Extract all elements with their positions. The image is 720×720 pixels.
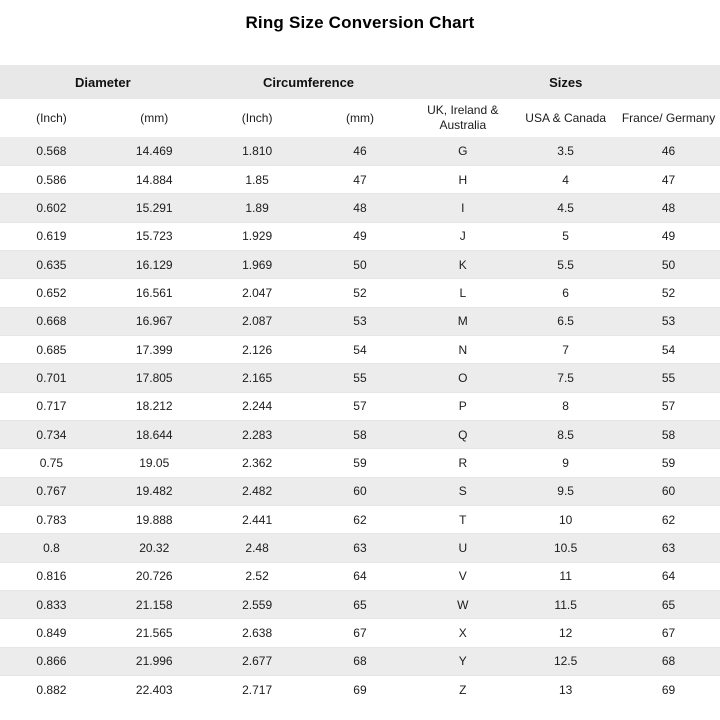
table-cell: 14.469 xyxy=(103,137,206,165)
table-row xyxy=(0,392,720,420)
table-cell: 65 xyxy=(617,591,720,619)
table-cell: 64 xyxy=(617,562,720,590)
table-cell: P xyxy=(411,392,514,420)
table-cell: 3.5 xyxy=(514,137,617,165)
table-cell: 2.047 xyxy=(206,279,309,307)
group-header-diameter: Diameter xyxy=(0,65,206,99)
table-cell: 52 xyxy=(309,279,412,307)
table-cell: 50 xyxy=(309,250,412,278)
table-cell: 4 xyxy=(514,165,617,193)
table-cell: 6 xyxy=(514,279,617,307)
table-cell: 69 xyxy=(617,676,720,704)
table-cell: 16.967 xyxy=(103,307,206,335)
table-cell: 50 xyxy=(617,250,720,278)
table-cell: Z xyxy=(411,676,514,704)
table-cell: 52 xyxy=(617,279,720,307)
table-cell: 53 xyxy=(309,307,412,335)
table-cell: 4.5 xyxy=(514,194,617,222)
table-cell: 57 xyxy=(309,392,412,420)
table-cell: X xyxy=(411,619,514,647)
table-cell: 5 xyxy=(514,222,617,250)
group-header-sizes: Sizes xyxy=(411,65,720,99)
column-header-circumference-mm: (mm) xyxy=(309,99,412,137)
column-header-usa-canada: USA & Canada xyxy=(514,99,617,137)
table-cell: 57 xyxy=(617,392,720,420)
table-cell: 0.75 xyxy=(0,449,103,477)
table-cell: 46 xyxy=(309,137,412,165)
table-cell: G xyxy=(411,137,514,165)
table-cell: 2.126 xyxy=(206,335,309,363)
table-cell: 19.482 xyxy=(103,477,206,505)
table-cell: 0.8 xyxy=(0,534,103,562)
table-cell: 54 xyxy=(309,335,412,363)
table-cell: 7.5 xyxy=(514,364,617,392)
table-cell: 58 xyxy=(617,420,720,448)
table-cell: 0.602 xyxy=(0,194,103,222)
table-cell: 60 xyxy=(617,477,720,505)
table-row xyxy=(0,222,720,250)
table-cell: 17.399 xyxy=(103,335,206,363)
table-cell: 11.5 xyxy=(514,591,617,619)
table-cell: 20.32 xyxy=(103,534,206,562)
table-cell: 0.668 xyxy=(0,307,103,335)
table-cell: 63 xyxy=(309,534,412,562)
table-cell: Q xyxy=(411,420,514,448)
table-cell: 0.701 xyxy=(0,364,103,392)
column-header-france-germany: France/ Germany xyxy=(617,99,720,137)
column-header-circumference-inch: (Inch) xyxy=(206,99,309,137)
table-cell: 0.833 xyxy=(0,591,103,619)
table-cell: 8.5 xyxy=(514,420,617,448)
table-cell: 10.5 xyxy=(514,534,617,562)
table-cell: 21.996 xyxy=(103,647,206,675)
table-cell: 59 xyxy=(617,449,720,477)
table-cell: 20.726 xyxy=(103,562,206,590)
table-row xyxy=(0,250,720,278)
table-cell: 62 xyxy=(617,505,720,533)
table-cell: 0.816 xyxy=(0,562,103,590)
table-row xyxy=(0,619,720,647)
table-cell: 63 xyxy=(617,534,720,562)
table-cell: 0.734 xyxy=(0,420,103,448)
table-cell: 15.291 xyxy=(103,194,206,222)
table-cell: 68 xyxy=(617,647,720,675)
table-cell: 0.767 xyxy=(0,477,103,505)
table-cell: 0.586 xyxy=(0,165,103,193)
table-cell: 13 xyxy=(514,676,617,704)
table-cell: 1.929 xyxy=(206,222,309,250)
table-cell: Y xyxy=(411,647,514,675)
table-cell: 59 xyxy=(309,449,412,477)
group-header-circumference: Circumference xyxy=(206,65,412,99)
table-cell: 67 xyxy=(309,619,412,647)
table-cell: 2.087 xyxy=(206,307,309,335)
table-cell: 19.05 xyxy=(103,449,206,477)
table-cell: 2.441 xyxy=(206,505,309,533)
table-cell: 2.482 xyxy=(206,477,309,505)
table-cell: 68 xyxy=(309,647,412,675)
table-cell: 21.565 xyxy=(103,619,206,647)
table-group-header-row xyxy=(0,65,720,99)
table-cell: 0.849 xyxy=(0,619,103,647)
table-cell: S xyxy=(411,477,514,505)
table-cell: 21.158 xyxy=(103,591,206,619)
table-cell: 12.5 xyxy=(514,647,617,675)
table-cell: 55 xyxy=(617,364,720,392)
table-cell: 0.568 xyxy=(0,137,103,165)
table-cell: M xyxy=(411,307,514,335)
table-cell: 0.635 xyxy=(0,250,103,278)
table-body xyxy=(0,137,720,704)
table-cell: L xyxy=(411,279,514,307)
table-cell: 2.677 xyxy=(206,647,309,675)
table-cell: 17.805 xyxy=(103,364,206,392)
table-cell: 47 xyxy=(617,165,720,193)
table-cell: 12 xyxy=(514,619,617,647)
table-cell: 64 xyxy=(309,562,412,590)
table-cell: 48 xyxy=(617,194,720,222)
table-cell: 0.866 xyxy=(0,647,103,675)
column-header-diameter-inch: (Inch) xyxy=(0,99,103,137)
table-row xyxy=(0,335,720,363)
table-row xyxy=(0,591,720,619)
table-row xyxy=(0,562,720,590)
table-row xyxy=(0,449,720,477)
column-header-diameter-mm: (mm) xyxy=(103,99,206,137)
table-cell: I xyxy=(411,194,514,222)
table-row xyxy=(0,194,720,222)
table-row xyxy=(0,307,720,335)
table-cell: 0.717 xyxy=(0,392,103,420)
table-cell: H xyxy=(411,165,514,193)
table-cell: 18.644 xyxy=(103,420,206,448)
column-header-uk-ireland-australia: UK, Ireland & Australia xyxy=(411,99,514,137)
table-cell: 0.882 xyxy=(0,676,103,704)
table-cell: 5.5 xyxy=(514,250,617,278)
table-row xyxy=(0,477,720,505)
table-cell: 7 xyxy=(514,335,617,363)
table-row xyxy=(0,279,720,307)
table-cell: 49 xyxy=(617,222,720,250)
table-cell: 67 xyxy=(617,619,720,647)
ring-size-conversion-table xyxy=(0,65,720,704)
table-cell: 9.5 xyxy=(514,477,617,505)
table-cell: R xyxy=(411,449,514,477)
table-cell: 1.969 xyxy=(206,250,309,278)
table-cell: T xyxy=(411,505,514,533)
table-cell: 58 xyxy=(309,420,412,448)
table-cell: 62 xyxy=(309,505,412,533)
table-cell: 14.884 xyxy=(103,165,206,193)
table-cell: 2.165 xyxy=(206,364,309,392)
table-cell: 0.783 xyxy=(0,505,103,533)
table-cell: W xyxy=(411,591,514,619)
table-cell: 46 xyxy=(617,137,720,165)
table-cell: 0.685 xyxy=(0,335,103,363)
table-row xyxy=(0,165,720,193)
table-cell: 1.810 xyxy=(206,137,309,165)
page-title: Ring Size Conversion Chart xyxy=(245,13,475,32)
table-cell: 16.561 xyxy=(103,279,206,307)
table-cell: 55 xyxy=(309,364,412,392)
table-cell: K xyxy=(411,250,514,278)
table-cell: 60 xyxy=(309,477,412,505)
table-row xyxy=(0,137,720,165)
table-row xyxy=(0,534,720,562)
table-cell: O xyxy=(411,364,514,392)
table-cell: 16.129 xyxy=(103,250,206,278)
table-cell: 53 xyxy=(617,307,720,335)
table-cell: 1.89 xyxy=(206,194,309,222)
table-cell: 48 xyxy=(309,194,412,222)
table-row xyxy=(0,647,720,675)
table-cell: U xyxy=(411,534,514,562)
table-cell: 0.619 xyxy=(0,222,103,250)
table-cell: 2.52 xyxy=(206,562,309,590)
table-cell: J xyxy=(411,222,514,250)
table-cell: 2.244 xyxy=(206,392,309,420)
table-cell: 2.717 xyxy=(206,676,309,704)
table-cell: 6.5 xyxy=(514,307,617,335)
table-cell: 2.283 xyxy=(206,420,309,448)
table-cell: 8 xyxy=(514,392,617,420)
table-header xyxy=(0,65,720,137)
table-cell: 22.403 xyxy=(103,676,206,704)
table-cell: 2.559 xyxy=(206,591,309,619)
table-cell: 1.85 xyxy=(206,165,309,193)
table-cell: 2.48 xyxy=(206,534,309,562)
page xyxy=(0,13,720,704)
table-cell: 54 xyxy=(617,335,720,363)
table-column-header-row xyxy=(0,99,720,137)
table-cell: 47 xyxy=(309,165,412,193)
table-row xyxy=(0,676,720,704)
table-cell: 9 xyxy=(514,449,617,477)
table-cell: N xyxy=(411,335,514,363)
table-cell: 11 xyxy=(514,562,617,590)
table-cell: 2.362 xyxy=(206,449,309,477)
table-cell: 2.638 xyxy=(206,619,309,647)
table-cell: 69 xyxy=(309,676,412,704)
table-cell: V xyxy=(411,562,514,590)
table-row xyxy=(0,364,720,392)
table-row xyxy=(0,420,720,448)
table-cell: 18.212 xyxy=(103,392,206,420)
table-cell: 15.723 xyxy=(103,222,206,250)
table-row xyxy=(0,505,720,533)
table-cell: 65 xyxy=(309,591,412,619)
table-cell: 10 xyxy=(514,505,617,533)
table-cell: 49 xyxy=(309,222,412,250)
table-cell: 19.888 xyxy=(103,505,206,533)
table-cell: 0.652 xyxy=(0,279,103,307)
